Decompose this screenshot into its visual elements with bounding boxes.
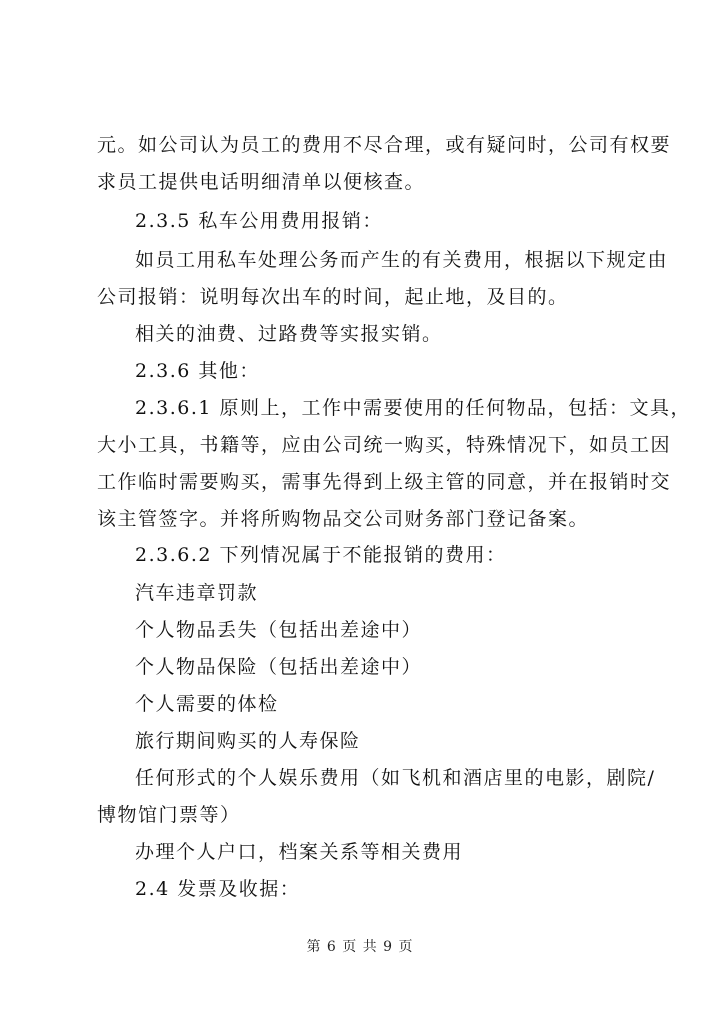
body-line-6: 相关的油费、过路费等实报实销。	[135, 323, 443, 345]
list-item: 个人物品保险（包括出差途中）	[135, 656, 423, 678]
body-line-4: 如员工用私车处理公务而产生的有关费用，根据以下规定由	[135, 249, 669, 271]
body-line-5: 公司报销：说明每次出车的时间，起止地，及目的。	[97, 286, 569, 308]
list-item: 旅行期间购买的人寿保险	[135, 730, 361, 752]
list-item-continuation: 博物馆门票等）	[97, 804, 241, 826]
body-line-9: 大小工具，书籍等，应由公司统一购买，特殊情况下，如员工因	[97, 434, 672, 456]
body-line-10: 工作临时需要购买，需事先得到上级主管的同意，并在报销时交	[97, 471, 672, 493]
list-item: 任何形式的个人娱乐费用（如飞机和酒店里的电影，剧院/	[135, 767, 656, 789]
list-item: 个人物品丢失（包括出差途中）	[135, 619, 423, 641]
page-number-footer: 第 6 页 共 9 页	[306, 939, 414, 955]
list-item: 个人需要的体检	[135, 693, 279, 715]
body-line-1: 元。如公司认为员工的费用不尽合理，或有疑问时，公司有权要	[97, 134, 672, 156]
list-item: 汽车违章罚款	[135, 582, 259, 604]
section-heading-2-4: 2.4 发票及收据：	[135, 878, 301, 900]
section-heading-2-3-5: 2.3.5 私车公用费用报销：	[135, 210, 383, 232]
body-line-8: 2.3.6.1 原则上，工作中需要使用的任何物品，包括：文具，	[135, 397, 692, 419]
list-item: 办理个人户口，档案关系等相关费用	[135, 841, 464, 863]
body-line-11: 该主管签字。并将所购物品交公司财务部门登记备案。	[97, 508, 590, 530]
section-heading-2-3-6: 2.3.6 其他：	[135, 360, 260, 382]
body-line-2: 求员工提供电话明细清单以便核查。	[97, 171, 426, 193]
section-heading-2-3-6-2: 2.3.6.2 下列情况属于不能报销的费用：	[135, 544, 507, 566]
